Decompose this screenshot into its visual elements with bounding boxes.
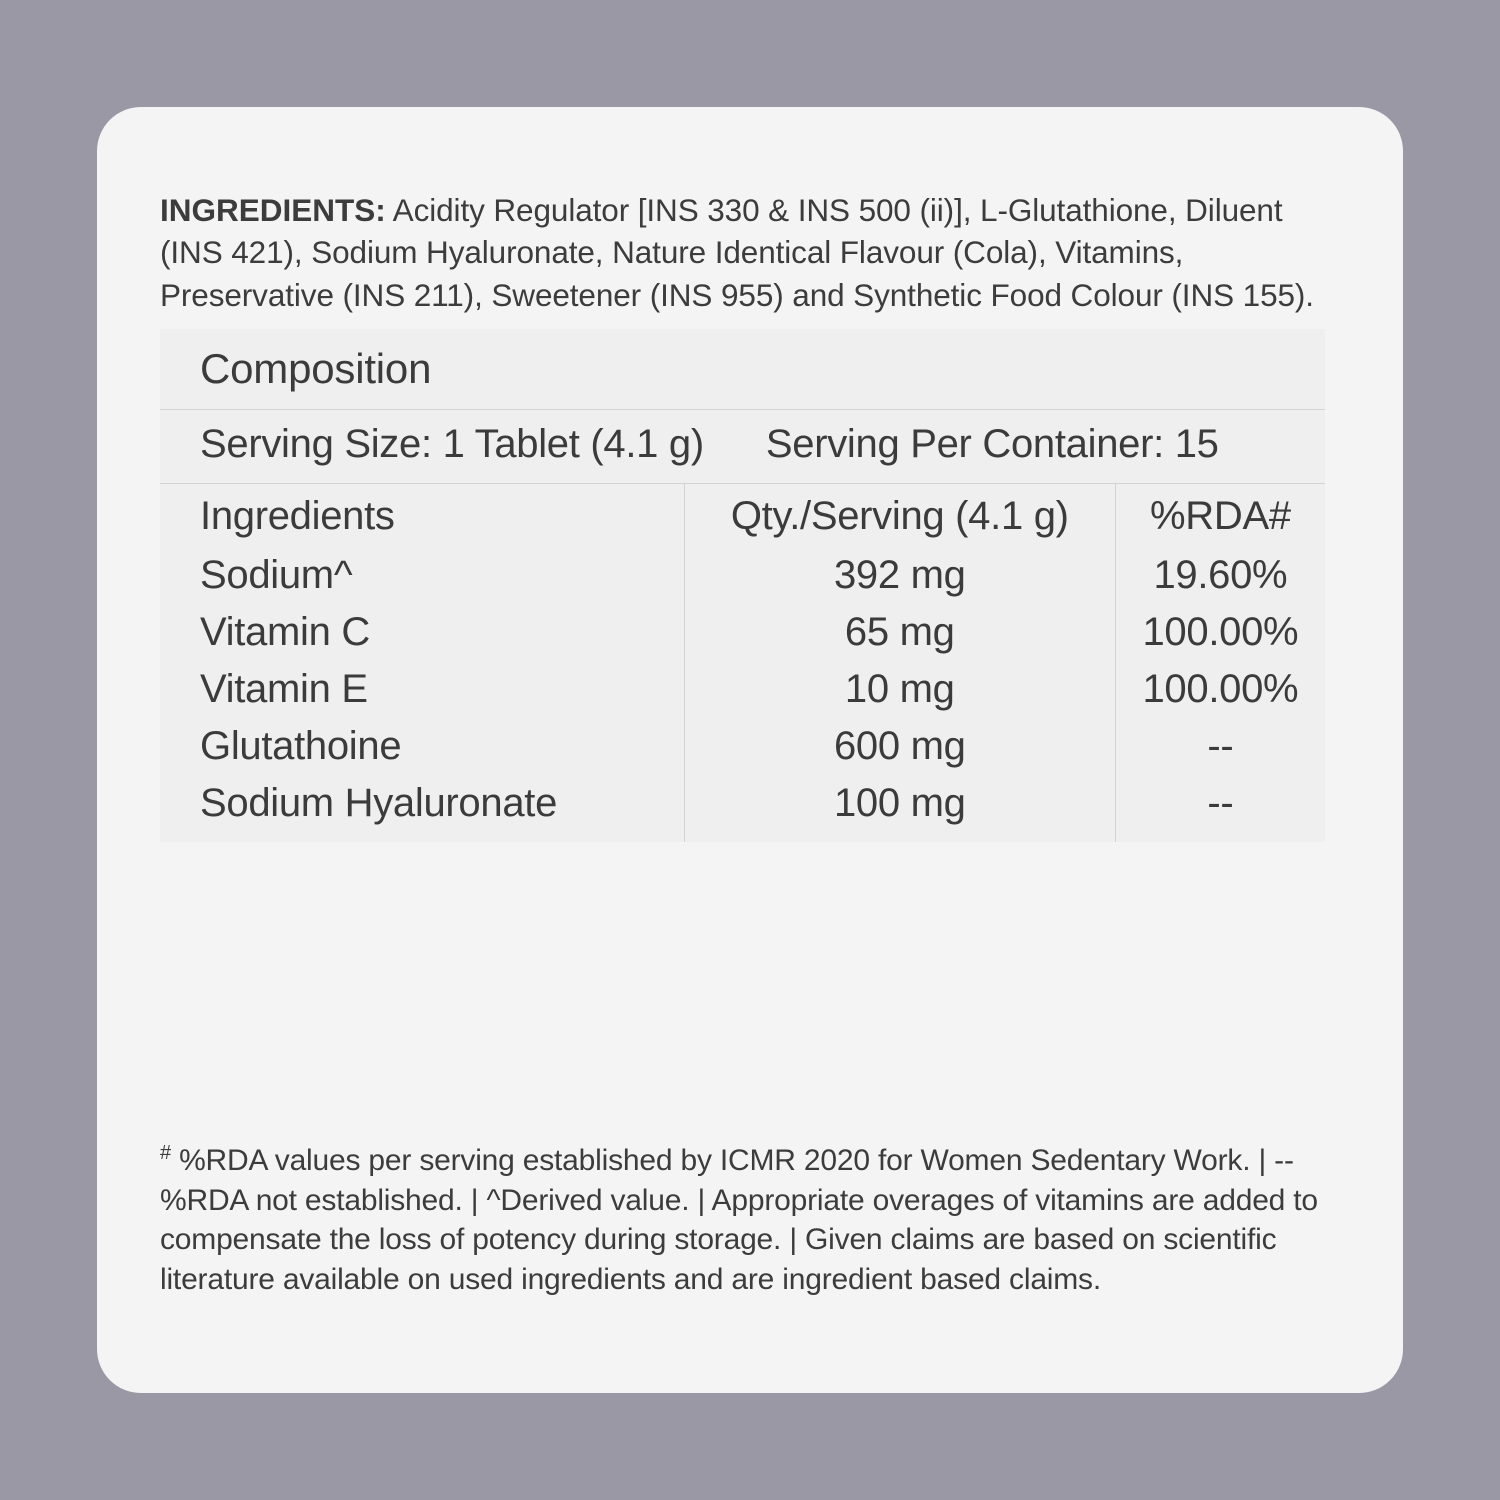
cell-qty: 100 mg	[684, 775, 1115, 842]
cell-rda: --	[1207, 724, 1234, 768]
serving-per-container: Serving Per Container: 15	[765, 422, 1219, 466]
header-rda: %RDA#	[1115, 484, 1325, 548]
cell-rda: 100.00%	[1142, 667, 1299, 711]
table-row	[160, 547, 1325, 604]
cell-rda: 19.60%	[1153, 553, 1288, 597]
ingredients-text: Acidity Regulator [INS 330 & INS 500 (ii)], L-Glutathione, Diluent (INS 421), Sodium Hyaluronate, Nature Identical Flavour (Cola), Vitamins, Preservative (INS 211), Sweetener (INS 955) and Synthetic Food Colour (INS 155).	[160, 191, 1314, 313]
composition-panel	[160, 329, 1325, 842]
table-row	[160, 775, 1325, 842]
header-qty-serving: Qty./Serving (4.1 g)	[684, 484, 1115, 548]
cell-ingredient: Glutathoine	[200, 724, 402, 768]
cell-qty: 600 mg	[684, 718, 1115, 775]
serving-info-row	[160, 410, 1325, 483]
cell-ingredient: Vitamin C	[200, 610, 370, 654]
cell-rda: --	[1207, 781, 1234, 825]
cell-rda: 100.00%	[1142, 610, 1299, 654]
cell-ingredient: Vitamin E	[200, 667, 368, 711]
table-header-row	[160, 484, 1325, 548]
footnote-text: %RDA values per serving established by ICMR 2020 for Women Sedentary Work. | -- %RDA not established. | ^Derived value. | Appropriate overages of vitamins are added to compensate the loss of potency during storage. | Given claims are based on scientific literature available on used ingredients and are ingredient based claims.	[160, 1144, 1318, 1296]
composition-table	[160, 483, 1325, 842]
header-ingredients: Ingredients	[160, 484, 684, 548]
table-row	[160, 718, 1325, 775]
cell-qty: 65 mg	[684, 604, 1115, 661]
cell-ingredient: Sodium Hyaluronate	[200, 780, 558, 825]
ingredients-statement	[160, 189, 1343, 317]
nutrition-label-card	[97, 107, 1403, 1393]
serving-size: Serving Size: 1 Tablet (4.1 g)	[200, 422, 704, 466]
ingredients-label: INGREDIENTS:	[160, 191, 386, 228]
footnote-marker: #	[160, 1142, 171, 1164]
cell-qty: 10 mg	[684, 661, 1115, 718]
table-row	[160, 661, 1325, 718]
cell-ingredient: Sodium^	[200, 553, 353, 597]
footnote	[160, 1140, 1320, 1299]
table-row	[160, 604, 1325, 661]
cell-qty: 392 mg	[684, 547, 1115, 604]
composition-title: Composition	[200, 345, 432, 392]
